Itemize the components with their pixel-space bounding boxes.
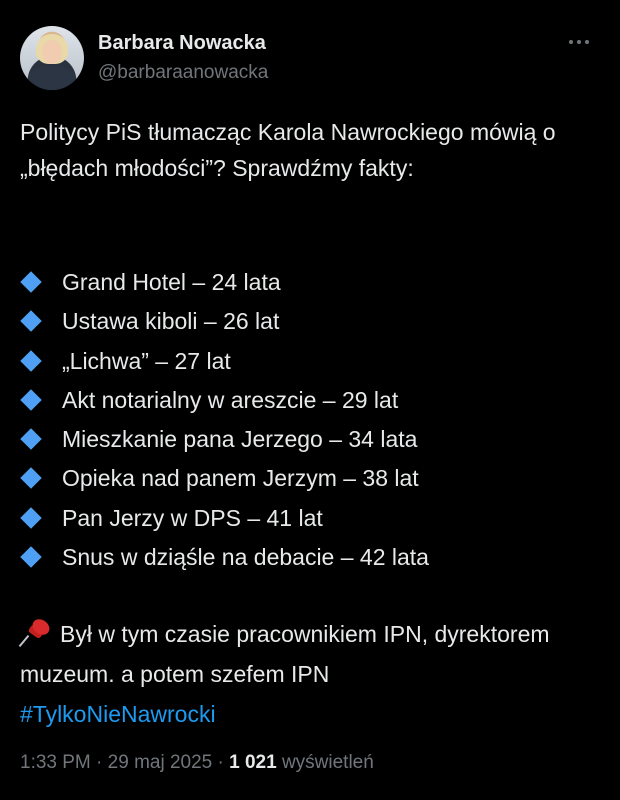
tweet-intro: Politycy PiS tłumacząc Karola Nawrockiego mówią o „błędach młodości”? Sprawdźmy fakty:	[20, 119, 556, 181]
list-item: Ustawa kiboli – 26 lat	[20, 305, 600, 344]
views-label: wyświetleń	[281, 752, 374, 773]
blue-diamond-icon	[20, 271, 41, 292]
blue-diamond-icon	[20, 350, 41, 371]
post-time[interactable]: 1:33 PM	[20, 752, 91, 773]
facts-list	[20, 266, 600, 580]
blue-diamond-icon	[20, 546, 41, 567]
post-date[interactable]: 29 maj 2025	[107, 752, 213, 773]
blue-diamond-icon	[20, 507, 41, 528]
list-item: Opieka nad panem Jerzym – 38 lat	[20, 462, 600, 501]
blue-diamond-icon	[20, 311, 41, 332]
views-count: 1 021	[229, 752, 277, 773]
list-item: Grand Hotel – 24 lata	[20, 266, 600, 305]
pushpin-icon	[20, 620, 52, 646]
list-item: Mieszkanie pana Jerzego – 34 lata	[20, 423, 600, 462]
note-text: Był w tym czasie pracownikiem IPN, dyrektorem muzeum. a potem szefem IPN	[20, 621, 550, 687]
list-item: „Lichwa” – 27 lat	[20, 345, 600, 384]
author-name[interactable]: Barbara Nowacka	[98, 32, 266, 54]
separator: ·	[96, 752, 108, 773]
tweet-header	[20, 26, 600, 90]
avatar[interactable]	[20, 26, 84, 90]
list-item: Pan Jerzy w DPS – 41 lat	[20, 502, 600, 541]
blue-diamond-icon	[20, 389, 41, 410]
list-item: Snus w dziąśle na debacie – 42 lata	[20, 541, 600, 580]
author-handle[interactable]: @barbaraanowacka	[98, 62, 269, 83]
blue-diamond-icon	[20, 428, 41, 449]
tweet-note	[20, 614, 600, 734]
blue-diamond-icon	[20, 468, 41, 489]
separator: ·	[217, 752, 230, 773]
more-icon[interactable]	[566, 32, 596, 52]
list-item: Akt notarialny w areszcie – 29 lat	[20, 384, 600, 423]
hashtag-link[interactable]: #TylkoNieNawrocki	[20, 701, 216, 727]
tweet-meta	[20, 752, 374, 774]
